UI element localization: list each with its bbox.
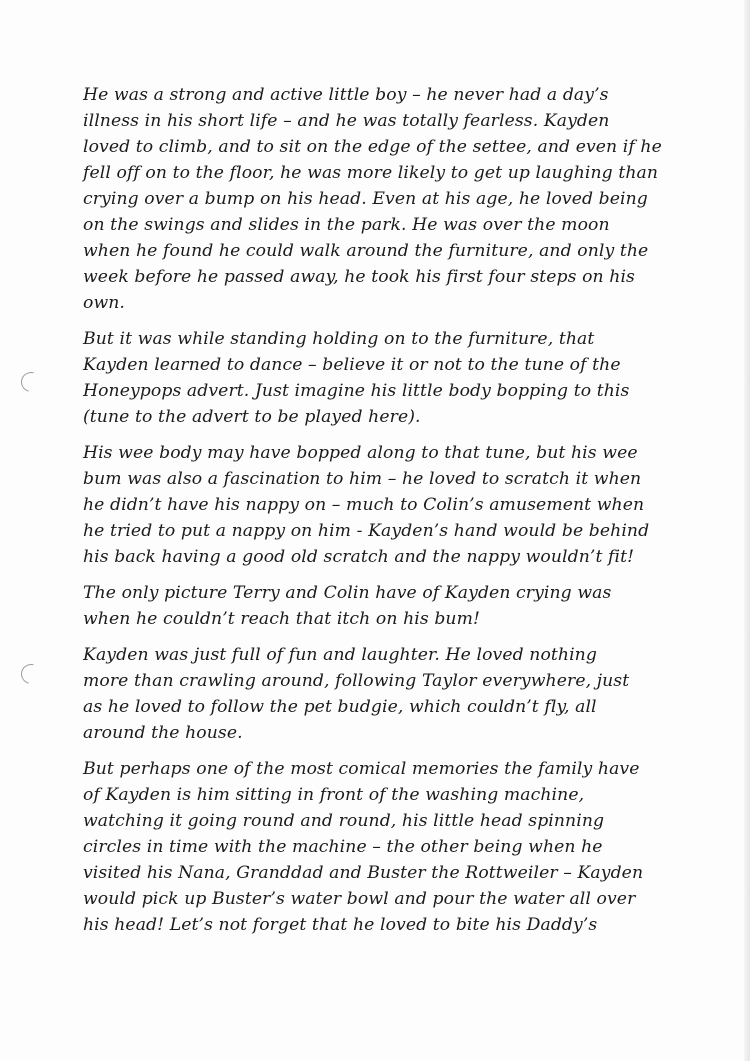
text-line: he didn’t have his nappy on – much to Colin’s amusement when bbox=[83, 495, 645, 515]
text-line: bum was also a fascination to him – he loved to scratch it when bbox=[83, 469, 642, 489]
text-line: own. bbox=[83, 293, 125, 313]
text-line: His wee body may have bopped along to that tune, but his wee bbox=[83, 443, 638, 463]
text-line: as he loved to follow the pet budgie, which couldn’t fly, all bbox=[83, 697, 597, 717]
text-line: But perhaps one of the most comical memories the family have bbox=[83, 759, 640, 779]
document-body bbox=[83, 82, 675, 948]
paragraph-5 bbox=[83, 642, 675, 746]
text-line: Kayden learned to dance – believe it or not to the tune of the bbox=[83, 355, 621, 375]
text-line: when he found he could walk around the furniture, and only the bbox=[83, 241, 649, 261]
text-line: watching it going round and round, his little head spinning bbox=[83, 811, 605, 831]
text-line: illness in his short life – and he was totally fearless. Kayden bbox=[83, 111, 610, 131]
text-line: Honeypops advert. Just imagine his little body bopping to this bbox=[83, 381, 630, 401]
text-line: would pick up Buster’s water bowl and pour the water all over bbox=[83, 889, 636, 909]
text-line: fell off on to the floor, he was more likely to get up laughing than bbox=[83, 163, 659, 183]
text-line: Kayden was just full of fun and laughter. He loved nothing bbox=[83, 645, 597, 665]
text-line: crying over a bump on his head. Even at his age, he loved being bbox=[83, 189, 648, 209]
text-line: But it was while standing holding on to the furniture, that bbox=[83, 329, 595, 349]
text-line: The only picture Terry and Colin have of Kayden crying was bbox=[83, 583, 612, 603]
text-line: visited his Nana, Granddad and Buster the Rottweiler – Kayden bbox=[83, 863, 644, 883]
text-line: circles in time with the machine – the other being when he bbox=[83, 837, 603, 857]
text-line: his back having a good old scratch and the nappy wouldn’t fit! bbox=[83, 547, 635, 567]
paragraph-1 bbox=[83, 82, 675, 316]
text-line: of Kayden is him sitting in front of the washing machine, bbox=[83, 785, 585, 805]
text-line: week before he passed away, he took his first four steps on his bbox=[83, 267, 635, 287]
text-line: He was a strong and active little boy – he never had a day’s bbox=[83, 85, 609, 105]
text-line: (tune to the advert to be played here). bbox=[83, 407, 421, 427]
text-line: when he couldn’t reach that itch on his bum! bbox=[83, 609, 480, 629]
text-line: his head! Let’s not forget that he loved to bite his Daddy’s bbox=[83, 915, 598, 935]
paragraph-4 bbox=[83, 580, 675, 632]
punch-hole-mark bbox=[17, 660, 44, 687]
text-line: around the house. bbox=[83, 723, 243, 743]
text-line: on the swings and slides in the park. He was over the moon bbox=[83, 215, 610, 235]
text-line: he tried to put a nappy on him - Kayden’s hand would be behind bbox=[83, 521, 650, 541]
paragraph-3 bbox=[83, 440, 675, 570]
text-line: loved to climb, and to sit on the edge of the settee, and even if he bbox=[83, 137, 662, 157]
page-edge-shadow bbox=[744, 0, 750, 1061]
paragraph-6 bbox=[83, 756, 675, 938]
paragraph-2 bbox=[83, 326, 675, 430]
punch-hole-mark bbox=[17, 368, 44, 395]
text-line: more than crawling around, following Taylor everywhere, just bbox=[83, 671, 630, 691]
